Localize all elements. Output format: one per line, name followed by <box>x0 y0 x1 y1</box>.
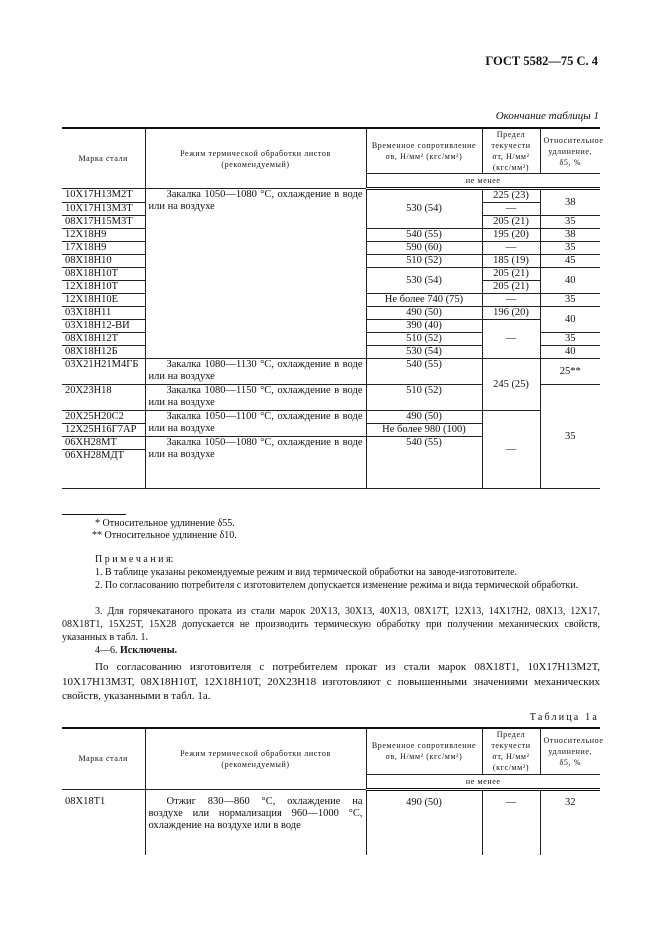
elongation-cell: 35 <box>540 294 600 307</box>
item-excluded: Исключены. <box>120 645 177 656</box>
elongation-cell: 40 <box>540 346 600 359</box>
col-strength: Временное сопротивление σв, Н/мм² (кгс/мм²) <box>366 128 482 174</box>
note-1: 1. В таблице указаны рекомендуемые режим и вид термической обработки на заводе-изготовителе. <box>95 567 518 578</box>
yield-cell: 205 (21) <box>482 268 540 281</box>
yield-cell: — <box>482 411 540 489</box>
table-row <box>62 789 600 855</box>
col-grade: Марка стали <box>62 728 145 789</box>
standard-page-header: ГОСТ 5582—75 С. 4 <box>485 54 598 68</box>
elongation-cell: 45 <box>540 255 600 268</box>
table-row <box>62 359 600 372</box>
strength-cell: 510 (52) <box>366 385 482 411</box>
grade-cell: 08Х18Н10 <box>62 255 145 268</box>
grade-cell: 08Х18Н12Т <box>62 333 145 346</box>
mode-cell: Закалка 1080—1150 °С, охлаждение в воде или на воздухе <box>145 385 366 411</box>
yield-cell: — <box>482 294 540 307</box>
note-2: 2. По согласованию потребителя с изготовителем допускается изменение режима и вида термической обработки. <box>95 580 579 591</box>
grade-cell: 12Х18Н9 <box>62 229 145 242</box>
footnote-separator <box>62 514 126 515</box>
col-grade: Марка стали <box>62 128 145 189</box>
strength-cell: Не более 740 (75) <box>366 294 482 307</box>
strength-cell: 540 (55) <box>366 229 482 242</box>
mode-cell: Закалка 1050—1100 °С, охлаждение в воде или на воздухе <box>145 411 366 437</box>
grade-cell: 12Х18Н10Е <box>62 294 145 307</box>
strength-cell: 510 (52) <box>366 255 482 268</box>
table-continuation-label: Окончание таблицы 1 <box>495 110 599 122</box>
elongation-cell: 35 <box>540 385 600 489</box>
item-number: 4—6. <box>95 645 120 656</box>
item-4-6 <box>62 644 600 657</box>
yield-cell: 225 (23) <box>482 189 540 203</box>
footnote-2: ** Относительное удлинение δ10. <box>92 530 237 541</box>
strength-cell: Не более 980 (100) <box>366 424 482 437</box>
yield-cell: 196 (20) <box>482 307 540 320</box>
elongation-cell: 38 <box>540 189 600 216</box>
grade-cell: 20Х23Н18 <box>62 385 145 411</box>
grade-cell: 06ХН28МТ <box>62 437 145 450</box>
grade-cell: 03Х18Н11 <box>62 307 145 320</box>
yield-cell: 195 (20) <box>482 229 540 242</box>
strength-cell: 530 (54) <box>366 189 482 229</box>
yield-cell: — <box>482 320 540 359</box>
grade-cell: 06ХН28МДТ <box>62 450 145 489</box>
yield-cell: 185 (19) <box>482 255 540 268</box>
yield-cell: — <box>482 203 540 216</box>
elongation-cell: 38 <box>540 229 600 242</box>
elongation-cell: 35 <box>540 333 600 346</box>
strength-cell: 490 (50) <box>366 789 482 855</box>
notes-title: П р и м е ч а н и я: <box>95 554 174 565</box>
col-strength: Временное сопротивление σв, Н/мм² (кгс/мм²) <box>366 728 482 774</box>
strength-cell: 390 (40) <box>366 320 482 333</box>
col-min: не менее <box>366 774 600 789</box>
table-1a <box>62 727 604 855</box>
grade-cell: 08Х18Т1 <box>62 789 145 855</box>
mode-cell: Отжиг 830—860 °С, охлаждение на воздухе или нормализация 960—1000 °С, охлаждение на воздухе или в воде <box>145 789 366 855</box>
note-3: 3. Для горячекатаного проката из стали марок 20Х13, 30Х13, 40Х13, 08Х17Т, 12Х13, 14Х17Н2, 08Х13, 12Х17, 08Х18Т1, 15Х25Т, 15Х28 допускается не производить термическую обработку при получении механических свойств, указанных в табл. 1. <box>62 606 600 643</box>
col-elongation: Относительное удлинение, δ5, % <box>540 128 600 174</box>
table-1 <box>62 127 604 489</box>
grade-cell: 08Х18Н12Б <box>62 346 145 359</box>
col-elongation: Относительное удлинение, δ5, % <box>540 728 600 774</box>
yield-cell: — <box>482 242 540 255</box>
grade-cell: 03Х18Н12-ВИ <box>62 320 145 333</box>
paragraph: По согласованию изготовителя с потребителем прокат из стали марок 08Х18Т1, 10Х17Н13М2Т, 10Х17Н13М3Т, 08Х18Н10Т, 12Х18Н10Т, 20Х23Н18 изготовляют с повышенными значениями механических свойств, указанными в табл. 1а. <box>62 661 600 702</box>
strength-cell: 530 (54) <box>366 346 482 359</box>
grade-cell: 12Х25Н16Г7АР <box>62 424 145 437</box>
table-1a-caption: Таблица 1а <box>529 712 599 723</box>
col-mode: Режим термической обработки листов (рекомендуемый) <box>145 128 366 189</box>
footnote-1: * Относительное удлинение δ55. <box>95 518 235 529</box>
grade-cell: 03Х21Н21М4ГБ <box>62 359 145 385</box>
col-min: не менее <box>366 174 600 189</box>
strength-cell: 590 (60) <box>366 242 482 255</box>
grade-cell: 10Х17Н13М2Т <box>62 189 145 203</box>
grade-cell: 08Х18Н10Т <box>62 268 145 281</box>
yield-cell: 245 (25) <box>482 359 540 411</box>
elongation-cell: 35 <box>540 242 600 255</box>
elongation-cell: 35 <box>540 216 600 229</box>
elongation-cell: 25** <box>540 359 600 385</box>
grade-cell: 08Х17Н15М3Т <box>62 216 145 229</box>
grade-cell: 20Х25Н20С2 <box>62 411 145 424</box>
yield-cell: 205 (21) <box>482 216 540 229</box>
grade-cell: 17Х18Н9 <box>62 242 145 255</box>
col-mode: Режим термической обработки листов (рекомендуемый) <box>145 728 366 789</box>
col-yield: Предел текучести σт, Н/мм² (кгс/мм²) <box>482 128 540 174</box>
elongation-cell: 40 <box>540 268 600 294</box>
table-row <box>62 189 600 203</box>
table-row <box>62 411 600 424</box>
yield-cell: 205 (21) <box>482 281 540 294</box>
strength-cell: 540 (55) <box>366 359 482 385</box>
grade-cell: 10Х17Н13М3Т <box>62 203 145 216</box>
mode-cell: Закалка 1080—1130 °С, охлаждение в воде или на воздухе <box>145 359 366 385</box>
grade-cell: 12Х18Н10Т <box>62 281 145 294</box>
strength-cell: 540 (55) <box>366 437 482 489</box>
elongation-cell: 32 <box>540 789 600 855</box>
mode-cell: Закалка 1050—1080 °С, охлаждение в воде или на воздухе <box>145 189 366 359</box>
strength-cell: 510 (52) <box>366 333 482 346</box>
yield-cell: — <box>482 789 540 855</box>
col-yield: Предел текучести σт, Н/мм² (кгс/мм²) <box>482 728 540 774</box>
strength-cell: 530 (54) <box>366 268 482 294</box>
strength-cell: 490 (50) <box>366 411 482 424</box>
mode-cell: Закалка 1050—1080 °С, охлаждение в воде или на воздухе <box>145 437 366 489</box>
elongation-cell: 40 <box>540 307 600 333</box>
strength-cell: 490 (50) <box>366 307 482 320</box>
